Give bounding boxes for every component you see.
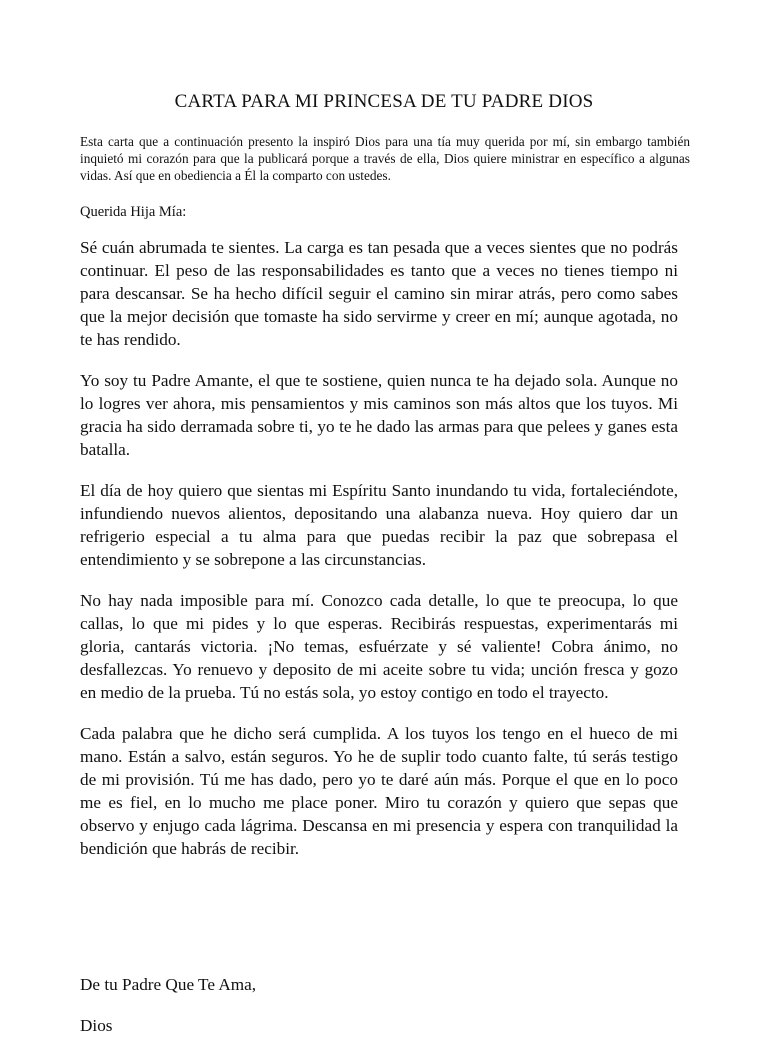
body-paragraph-1: Sé cuán abrumada te sientes. La carga es tan pesada que a veces sientes que no podrás continuar. El peso de las responsabilidades es tanto que a veces no tienes tiempo ni para descansar. Se ha hecho difícil seguir el camino sin mirar atrás, pero como sabes que la mejor decisión que tomaste ha sido servirme y creer en mí; aunque agotada, no te has rendido. — [80, 238, 678, 349]
signature: Dios — [80, 1016, 113, 1035]
body-paragraph-4: No hay nada imposible para mí. Conozco cada detalle, lo que te preocupa, lo que callas, lo que mi pides y lo que esperas. Recibirás respuestas, experimentarás mi gloria, cantarás victoria. ¡No temas, esfuérzate y sé valiente! Cobra ánimo, no desfallezcas. Yo renuevo y deposito de mi aceite sobre tu vida; unción fresca y gozo en medio de la prueba. Tú no estás sola, yo estoy contigo en todo el trayecto. — [80, 591, 678, 702]
body-paragraph-3: El día de hoy quiero que sientas mi Espíritu Santo inundando tu vida, fortaleciéndote, infundiendo nuevos alientos, depositando una alabanza nueva. Hoy quiero dar un refrigerio especial a tu alma para que puedas recibir la paz que sobrepasa el entendimiento y se sobrepone a las circunstancias. — [80, 481, 678, 569]
letter-body — [80, 236, 678, 878]
body-paragraph-2: Yo soy tu Padre Amante, el que te sostiene, quien nunca te ha dejado sola. Aunque no lo logres ver ahora, mis pensamientos y mis caminos son más altos que los tuyos. Mi gracia ha sido derramada sobre ti, yo te he dado las armas para que pelees y ganes esta batalla. — [80, 371, 678, 459]
body-paragraph-5: Cada palabra que he dicho será cumplida. A los tuyos los tengo en el hueco de mi mano. Están a salvo, están seguros. Yo he de suplir todo cuanto falte, tú serás testigo de mi provisión. Tú me has dado, pero yo te daré aún más. Porque el que en lo poco me es fiel, en lo mucho me place poner. Miro tu corazón y quiero que sepas que observo y enjugo cada lágrima. Descansa en mi presencia y espera con tranquilidad la bendición que habrás de recibir. — [80, 724, 678, 858]
closing-line: De tu Padre Que Te Ama, — [80, 975, 257, 994]
document-title: CARTA PARA MI PRINCESA DE TU PADRE DIOS — [174, 91, 594, 112]
salutation: Querida Hija Mía: — [80, 204, 187, 220]
intro-paragraph: Esta carta que a continuación presento la inspiró Dios para una tía muy querida por mí, sin embargo también inquietó mi corazón para que la publicará porque a través de ella, Dios quiere ministrar en específico a algunas vidas. Así que en obediencia a Él la comparto con ustedes. — [80, 134, 690, 183]
